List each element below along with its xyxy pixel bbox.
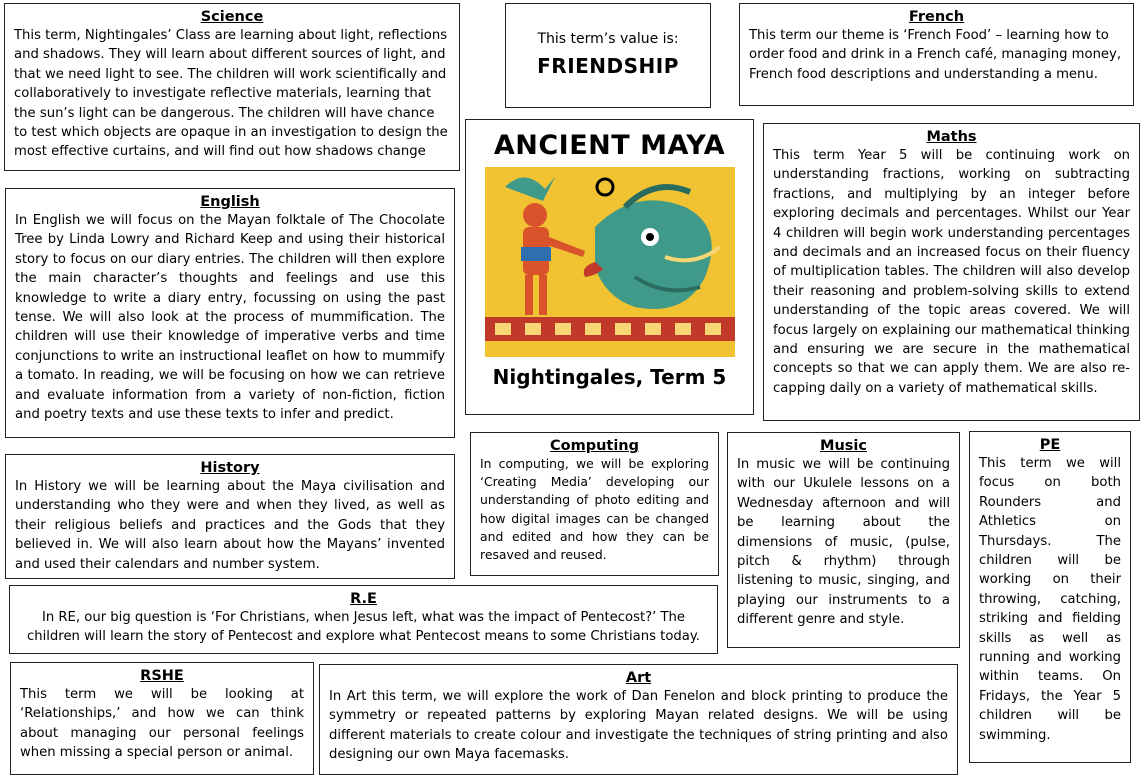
- term-value-box: [505, 3, 711, 108]
- music-heading: Music: [820, 438, 867, 454]
- english-text: In English we will focus on the Mayan folktale of The Chocolate Tree by Linda Lowry and Richard Keep and using their historical story to focus on our diary entries. The children will then explore the main character’s thoughts and feelings and use this knowledge to write a diary entry, focussing on using the past tense. We will also look at the process of mummification. The children will use their knowledge of imperative verbs and time conjunctions to write an instructional leaflet on how to mummify a tomato. In reading, we will be focusing on how we can retrieve and evaluate information from a variety of non-fiction, fiction and poetry texts and use these texts to infer and predict.: [15, 213, 445, 423]
- class-term-title: Nightingales, Term 5: [492, 365, 727, 389]
- history-heading: History: [200, 460, 260, 476]
- maths-text: This term Year 5 will be continuing work on understanding fractions, working on subtracting fractions, and multiplying by an integer before exploring decimals and percentages. Whilst our Year 4 children will begin work understanding percentages and decimals and an increased focus on their fluency of multiplication tables. The children will also develop their reasoning and problem-solving skills to extend understanding of the topic areas covered. We will focus largely on explaining our mathematical thinking and ensuring we are secure in the mathematical concepts so that we can apply them. We are also re-capping daily on a variety of mathematical skills.: [773, 148, 1130, 396]
- science-section: [4, 3, 460, 171]
- topic-title: ANCIENT MAYA: [493, 130, 726, 161]
- art-heading: Art: [625, 670, 652, 686]
- computing-section: [470, 432, 719, 576]
- rshe-text: This term we will be looking at ‘Relationships,’ and how we can think about managing our personal feelings when missing a special person or animal.: [20, 687, 304, 761]
- re-text: In RE, our big question is ‘For Christians, when Jesus left, what was the impact of Pentecost?’ The children will learn the story of Pentecost and explore what Pentecost means to some Christians today.: [27, 610, 700, 645]
- computing-heading: Computing: [549, 438, 640, 454]
- pe-text: This term we will focus on both Rounders and Athletics on Thursdays. The children will be working on their throwing, catching, striking and fielding skills as well as running and working within teams. On Fridays, the Year 5 children will be swimming.: [979, 456, 1121, 743]
- art-text: In Art this term, we will explore the work of Dan Fenelon and block printing to produce the symmetry or repeated patterns by exploring Mayan related designs. We will be using different materials to create colour and investigate the techniques of string printing and also designing our own Maya facemasks.: [329, 689, 948, 763]
- re-heading: R.E: [350, 591, 377, 607]
- music-section: [727, 432, 960, 648]
- rshe-section: [10, 662, 314, 775]
- rshe-heading: RSHE: [140, 668, 184, 684]
- re-section: [9, 585, 718, 654]
- term-value-label: This term’s value is:: [537, 31, 679, 47]
- history-section: [5, 454, 455, 579]
- history-text: In History we will be learning about the Maya civilisation and understanding who they were and when they lived, as well as their religious beliefs and practices and the Gods that they believed in. We will also learn about how the Mayans’ invented and used their calendars and number system.: [15, 479, 445, 572]
- french-section: [739, 3, 1134, 106]
- french-heading: French: [908, 9, 965, 25]
- science-text: This term, Nightingales’ Class are learning about light, reflections and shadows. They will learn about different sources of light, and that we need light to see. The children will work scientifically and collaboratively to investigate reflective materials, learning that the sun’s light can be dangerous. The children will have chance to test which objects are opaque in an investigation to design the most effective curtains, and will find out how shadows change: [14, 28, 448, 160]
- mayan-art-illustration-icon: [485, 167, 735, 357]
- music-text: In music we will be continuing with our Ukulele lessons on a Wednesday afternoon and will be learning about the dimensions of music, (pulse, pitch & rhythm) through listening to music, singing, and playing our instruments to a different genre and style.: [737, 457, 950, 628]
- pe-section: [969, 431, 1131, 763]
- computing-text: In computing, we will be exploring ‘Creating Media’ developing our understanding of photo editing and how digital images can be changed and edited and how they can be resaved and reused.: [480, 456, 709, 563]
- english-heading: English: [200, 194, 260, 210]
- term-value-word: FRIENDSHIP: [537, 54, 679, 78]
- science-heading: Science: [200, 9, 264, 25]
- maths-heading: Maths: [926, 129, 977, 145]
- art-section: [319, 664, 958, 775]
- english-section: [5, 188, 455, 438]
- pe-heading: PE: [1039, 437, 1061, 453]
- topic-centre-box: [465, 119, 754, 415]
- maths-section: [763, 123, 1140, 421]
- french-text: This term our theme is ‘French Food’ – learning how to order food and drink in a French café, managing money, French food descriptions and understanding a menu.: [749, 28, 1122, 82]
